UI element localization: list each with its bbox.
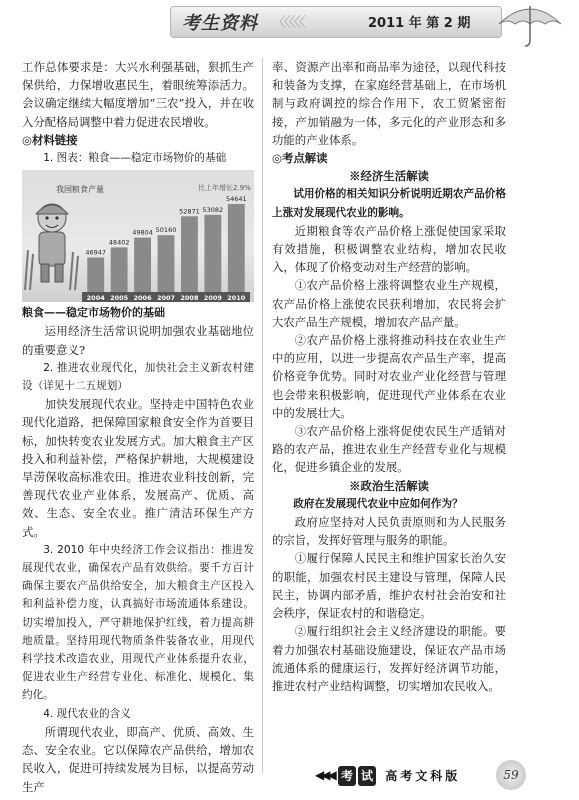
- column-divider: [262, 58, 263, 773]
- chart-caption: 粮食——稳定市场物价的基础: [22, 306, 165, 320]
- chart-bar-2004: [87, 258, 104, 293]
- chart-bar-2009: [204, 215, 221, 292]
- footer-tag-1: 考: [338, 766, 356, 786]
- econ-answer-1: ①农产品价格上涨将调整农业生产规模，农产品价格上涨使农民获利增加，农民将会扩大农产品生产规模，增加农产品产量。: [272, 278, 506, 329]
- chart-category-label: 2005: [110, 294, 129, 303]
- chart-bar-2005: [111, 248, 128, 293]
- chart-bar-2007: [158, 235, 175, 292]
- left-paragraph-1: 工作总体要求是：大兴水利强基础，狠抓生产保供给，力保增收惠民生，着眼统筹添活力。会议确定继续大幅度增加“三农”投入，并在收入分配格局调整中着力促进农民增收。: [22, 60, 254, 129]
- chart-bar-2008: [181, 217, 198, 293]
- politics-heading: ※政治生活解读: [349, 478, 429, 493]
- material-item-3: 3. 2010 年中央经济工作会议指出：推进发展现代农业，确保农产品有效供给。要千方百计确保主要农产品供给安全，加大粮食主产区投入和利益补偿力度，认真搞好市场流通体系建设。切实增加投入，严守耕地保护红线，着力提高耕地质量。坚持用现代物质条件装备农业，用现代科学技术改造农业，用现代产业体系提升农业，促进农业生产经营专业化、标准化、规模化、集约化。: [22, 543, 254, 702]
- chart-title: 我国粮食产量: [56, 185, 104, 195]
- footer-banner: [338, 766, 460, 786]
- politics-answer-intro: 政府应坚持对人民负责原则和为人民服务的宗旨，发挥好管理与服务的职能。: [272, 515, 506, 548]
- footer-arrows-icon: ◀◀◀: [315, 768, 334, 782]
- page-header: [0, 0, 579, 44]
- chart-annotation: 比上年增长2.9%: [198, 184, 251, 193]
- grain-chart: [22, 170, 254, 302]
- header-chevrons: 〈〈〈〈〈: [272, 15, 304, 31]
- politics-question: 政府在发展现代农业中应如何作为？: [293, 497, 463, 510]
- chart-value-label: 54641: [225, 195, 247, 204]
- chart-value-label: 53082: [202, 206, 224, 215]
- chart-bar-2010: [228, 204, 245, 292]
- chart-category-label: 2010: [227, 294, 246, 303]
- issue-label: 2011 年 第 2 期: [368, 16, 471, 31]
- econ-question: 试用价格的相关知识分析说明近期农产品价格上涨对发展现代农业的影响。: [272, 188, 506, 219]
- material-item-1: 1. 图表：粮食——稳定市场物价的基础: [43, 152, 227, 165]
- material-item-4: 4. 现代农业的含义: [43, 707, 131, 720]
- footer-title: 高考文科版: [385, 769, 461, 783]
- chart-value-label: 52871: [179, 207, 200, 216]
- grain-chart-svg: [22, 170, 254, 302]
- farmer-illustration: [36, 204, 68, 282]
- econ-answer-intro: 近期粮食等农产品价格上涨促使国家采取有效措施，积极调整农业结构，增加农民收入，体现了价格变动对生产经营的影响。: [272, 223, 506, 275]
- politics-answer-1: ①履行保障人民民主和维护国家长治久安的职能，加强农村民主建设与管理，保障人民民主，协调内部矛盾，维护农村社会治安和社会秩序，保证农村的和谐稳定。: [272, 551, 506, 621]
- right-column: [272, 58, 506, 695]
- footer-tag-2: 试: [358, 766, 376, 786]
- question-1: 运用经济生活常识说明加强农业基础地位的重要意义?: [22, 324, 254, 357]
- materials-heading: ◎材料链接: [22, 132, 78, 147]
- material-item-2: 2. 推进农业现代化，加快社会主义新农村建设（详见十二五规划）: [22, 361, 254, 393]
- chart-category-label: 2009: [203, 294, 222, 303]
- magazine-brand: 考生资料: [182, 13, 258, 34]
- right-paragraph-1: 率、资源产出率和商品率为途径，以现代科技和装备为支撑，在家庭经营基础上，在市场机制与政府调控的综合作用下，农工贸紧密衔接，产加销融为一体，多元化的产业形态和多功能的产业体系。: [272, 60, 506, 147]
- chart-category-label: 2008: [180, 294, 199, 303]
- politics-answer-2: ②履行组织社会主义经济建设的职能。要着力加强农村基础设施建设，保证农产品市场流通体系的健康运行，发挥好经济调节功能，推进农村产业结构调整，切实增加农民收入。: [272, 624, 506, 693]
- econ-heading: ※经济生活解读: [349, 169, 429, 184]
- page-number: 59: [496, 760, 526, 790]
- econ-answer-3: ③农产品价格上涨将促使农民生产适销对路的农产品，推进农业生产经营专业化与规模化，促进乡镇企业的发展。: [272, 424, 506, 475]
- chart-category-label: 2007: [156, 294, 176, 303]
- chart-value-label: 48402: [108, 238, 130, 247]
- chart-value-label: 46947: [85, 248, 107, 257]
- chart-value-label: 49804: [132, 228, 153, 237]
- left-column: [22, 58, 254, 796]
- econ-answer-2: ②农产品价格上涨将推动科技在农业生产中的应用，以进一步提高农产品生产率，提高价格竞争优势。同时对农业产业化经营与管理也会带来积极影响，促进现代产业体系在农业中的发展壮大。: [272, 333, 506, 420]
- left-paragraph-2: 加快发展现代农业。坚持走中国特色农业现代化道路，把保障国家粮食安全作为首要目标，加快转变农业发展方式。加大粮食主产区投入和利益补偿，严格保护耕地，大规模建设旱涝保收高标准农田。推进农业科技创新，完善现代农业产业体系，发展高产、优质、高效、生态、安全农业。推广清洁环保生产方式。: [22, 397, 254, 539]
- analysis-heading: ◎考点解读: [272, 151, 328, 166]
- umbrella-icon: [495, 0, 565, 48]
- chart-value-label: 50160: [155, 226, 177, 235]
- left-paragraph-3: 所谓现代农业，即高产、优质、高效、生态、安全农业。它以保障农产品供给，增加农民收入，促进可持续发展为目标，以提高劳动生产: [22, 724, 254, 794]
- chart-category-label: 2004: [86, 294, 105, 303]
- chart-category-label: 2006: [133, 294, 152, 303]
- chart-bar-2006: [134, 238, 151, 292]
